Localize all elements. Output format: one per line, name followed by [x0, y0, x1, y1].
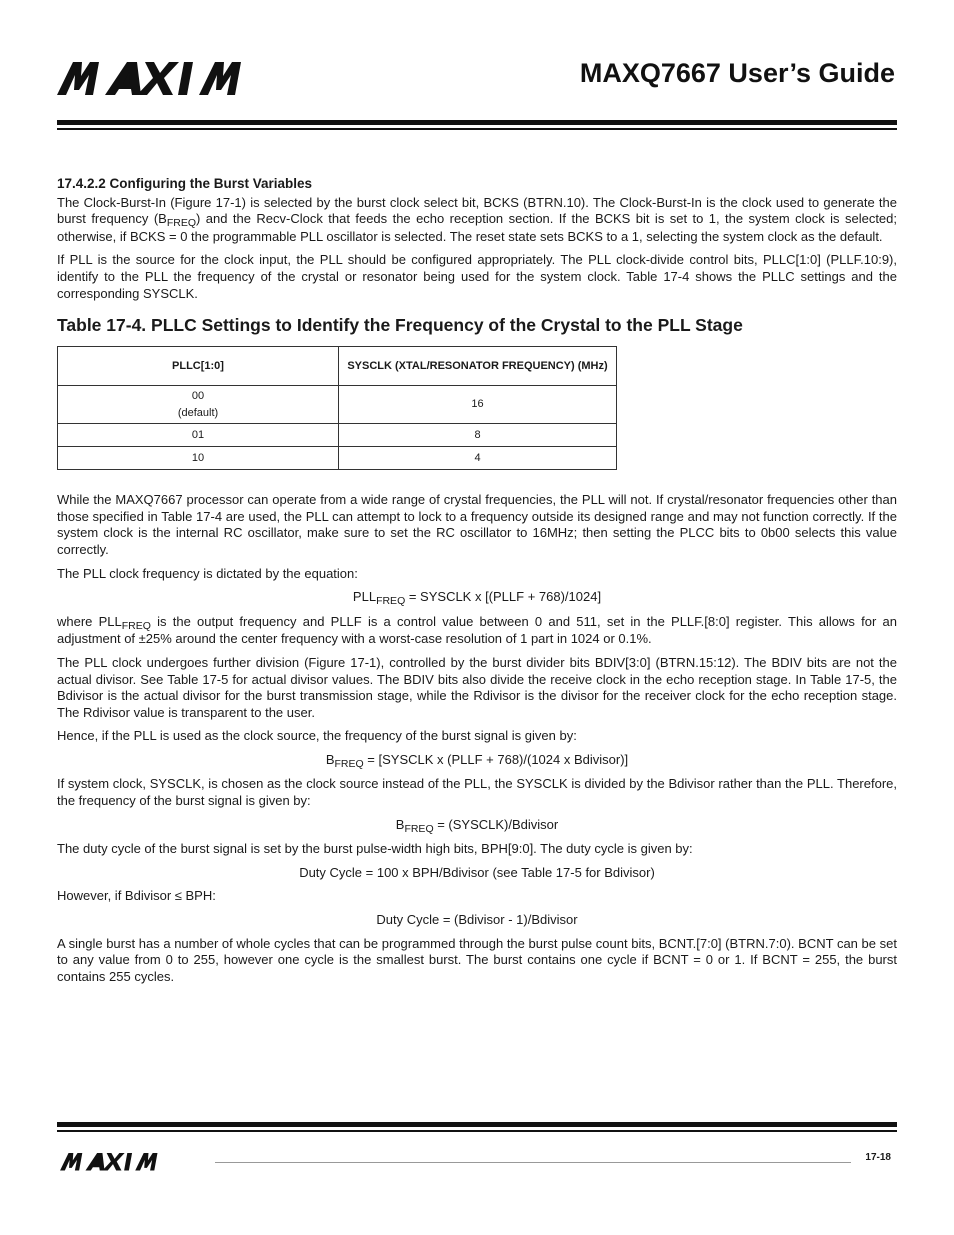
section-heading: 17.4.2.2 Configuring the Burst Variables: [57, 176, 313, 191]
text-run: B: [325, 751, 335, 767]
table-row: [58, 424, 617, 447]
paragraph-burst-clock: [57, 195, 897, 246]
text-run: = [SYSCLK x (PLLF + 768)/(1024 x Bdivisor)]: [363, 751, 629, 767]
table-caption: Table 17-4. PLLC Settings to Identify the Frequency of the Crystal to the PLL Stage: [57, 315, 743, 336]
paragraph-pll-source: If PLL is the source for the clock input, the PLL should be configured appropriately. The PLL clock-divide control bits, PLLC[1:0] (PLLF.10:9), identify to the PLL the frequency of the crystal or resonator being used for the system clock. Table 17-4 shows the PLLC settings and the corresponding SYSCLK.: [57, 252, 897, 301]
cell-pllc: [58, 386, 339, 424]
cell-freq: 4: [339, 447, 617, 470]
column-header-sysclk: SYSCLK (XTAL/RESONATOR FREQUENCY) (MHz): [339, 347, 617, 386]
text-run: is the output frequency and PLLF is a control value between 0 and 511, set in the PLLF.[8:0] register. This allows for an adjustment of ±25% around the center frequency with a worst-case resolution of 1 part in 1024 or 0.1%.: [57, 613, 897, 647]
subscript: FREQ: [166, 217, 197, 230]
paragraph-duty-cycle: The duty cycle of the burst signal is set by the burst pulse-width high bits, BPH[9:0]. The duty cycle is given by:: [57, 841, 693, 857]
header-rule-bottom: [57, 128, 897, 130]
subscript: FREQ: [404, 822, 434, 835]
text-run: = SYSCLK x [(PLLF + 768)/1024]: [405, 589, 602, 605]
paragraph-sysclk-source: If system clock, SYSCLK, is chosen as the clock source instead of the PLL, the SYSCLK is divided by the Bdivisor rather than the PLL. Therefore, the frequency of the burst signal is given by:: [57, 776, 897, 809]
footer-divider: [215, 1162, 851, 1163]
text-run: ) and the Recv-Clock that feeds the echo reception section. If the BCKS bit is set to 1, the system clock is selected; otherwise, if BCKS = 0 the programmable PLL oscillator is selected. The reset state sets BCKS to a 1, selecting the system clock as the default.: [57, 211, 898, 244]
cell-pllc: 01: [58, 424, 339, 447]
maxim-logo: [57, 62, 325, 96]
equation-bfreq-sysclk: [57, 817, 897, 835]
equation-duty-cycle-alt: Duty Cycle = (Bdivisor - 1)/Bdivisor: [376, 912, 578, 928]
column-header-pllc: PLLC[1:0]: [58, 347, 339, 386]
table-row: [58, 386, 617, 424]
table-header-row: [58, 347, 617, 386]
equation-bfreq-pll: [57, 752, 897, 770]
cell-freq: 16: [339, 386, 617, 424]
header-rule-top: [57, 120, 897, 125]
text-run: B: [395, 816, 405, 832]
equation-duty-cycle: Duty Cycle = 100 x BPH/Bdivisor (see Table 17-5 for Bdivisor): [299, 864, 655, 880]
text-run: where PLL: [57, 613, 122, 629]
paragraph-pll-equation-intro: The PLL clock frequency is dictated by the equation:: [57, 565, 358, 581]
pllc-settings-table: [57, 346, 617, 470]
footer-rule-thick: [57, 1122, 897, 1127]
paragraph-pllf-description: [57, 614, 897, 648]
subscript: FREQ: [376, 595, 406, 608]
page-content: [57, 176, 897, 992]
pllc-value: 00: [191, 390, 205, 403]
paragraph-burst-divider: The PLL clock undergoes further division (Figure 17-1), controlled by the burst divider bits BDIV[3:0] (BTRN.15:12). The BDIV bits are not the actual divisor. See Table 17-5 for actual divisor values. The BDIV bits also divide the receive clock in the echo reception stage. In Table 17-5, the Bdivisor is the actual divisor for the burst transmission stage, while the Rdivisor is the divisor for the receiver clock for the echo reception stage. The Rdivisor value is transparent to the user.: [57, 654, 897, 720]
text-run: PLL: [352, 589, 377, 605]
text-run: The Clock-Burst-In (Figure 17-1) is selected by the burst clock select bit, BCKS (BTRN.10). The Clock-Burst-In is the clock used to generate the burst frequency (B: [57, 194, 897, 227]
cell-freq: 8: [339, 424, 617, 447]
footer-rule-thin: [57, 1130, 897, 1132]
subscript: FREQ: [334, 757, 364, 770]
pllc-note: (default): [177, 406, 219, 419]
maxim-footer-logo: [57, 1153, 205, 1171]
paragraph-burst-count: A single burst has a number of whole cycles that can be programmed through the burst pulse count bits, BCNT.[7:0] (BTRN.7:0). BCNT can be set to any value from 0 to 255, however one cycle is the smallest burst. The burst contains one cycle if BCNT = 0 or 1. If BCNT = 255, the burst contains 255 cycles.: [57, 935, 897, 984]
subscript: FREQ: [121, 619, 151, 632]
table-row: [58, 447, 617, 470]
paragraph-burst-freq-intro: Hence, if the PLL is used as the clock source, the frequency of the burst signal is given by:: [57, 728, 577, 744]
paragraph-bdivisor-condition: However, if Bdivisor ≤ BPH:: [57, 888, 216, 904]
document-title: MAXQ7667 User’s Guide: [579, 58, 895, 88]
paragraph-crystal-range: While the MAXQ7667 processor can operate from a wide range of crystal frequencies, the PLL will not. If crystal/resonator frequencies other than those specified in Table 17-4 are used, the PLL can attempt to lock to a frequency outside its designed range and may not function correctly. If the system clock is the internal RC oscillator, make sure to set the RC oscillator to 16MHz; then setting the PLCC bits to 0b00 selects this value correctly.: [57, 492, 897, 557]
text-run: = (SYSCLK)/Bdivisor: [433, 816, 559, 832]
page-number: 17-18: [865, 1152, 891, 1163]
equation-pll-freq: [57, 589, 897, 607]
cell-pllc: 10: [58, 447, 339, 470]
